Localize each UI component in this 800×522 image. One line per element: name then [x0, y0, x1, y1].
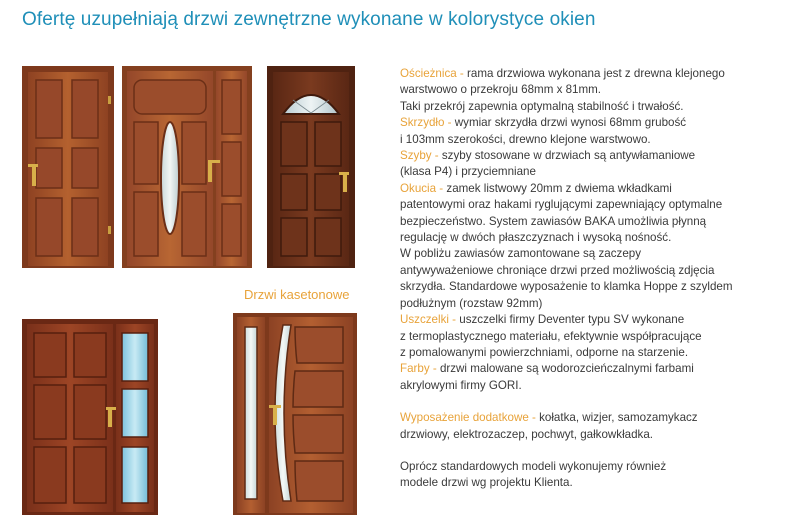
spec-section [400, 148, 796, 181]
spec-section [400, 66, 796, 115]
door-curved-glass-image [233, 313, 357, 515]
spec-line: uszczelki firmy Deventer typu SV wykonane [456, 313, 685, 327]
spec-line: akrylowymi firmy GORI. [400, 378, 522, 392]
spec-label: Uszczelki - [400, 313, 457, 327]
description-text [400, 66, 796, 492]
spec-line: patentowymi oraz hakami ryglującymi zapewniający optymalne [400, 198, 723, 212]
spec-line: Taki przekrój zapewnia optymalną stabilność i trwałość. [400, 99, 684, 113]
spec-line: zamek listwowy 20mm z dwiema wkładkami [443, 181, 672, 195]
spec-line: antywyważeniowe chroniące drzwi przed możliwością zdjęcia [400, 263, 715, 277]
spec-line: podłużnym (rozstaw 92mm) [400, 296, 543, 310]
spec-line: szyby stosowane w drzwiach są antywłamaniowe [438, 149, 696, 163]
spec-sections [400, 66, 796, 394]
spec-label: Ościeżnica - [400, 67, 464, 80]
spec-label: Farby - [400, 362, 437, 376]
spec-line: regulację w dwóch płaszczyznach i wysoką nośność. [400, 231, 672, 245]
spec-line: z termoplastycznego materiału, efektywnie współpracujące [400, 329, 702, 343]
spec-line: skrzydła. Standardowe wyposażenie to klamka Hoppe z szyldem [400, 280, 733, 294]
spec-label: Szyby - [400, 149, 439, 163]
spec-line: z pomalowanymi powierzchniami, odporne na starzenie. [400, 345, 689, 359]
door-caption: Drzwi kasetonowe [244, 287, 350, 302]
extras-section [400, 410, 796, 443]
spec-line: i 103mm szerokości, drewno klejone warstwowo. [400, 132, 651, 146]
extras-line: drzwiowy, elektrozaczep, pochwyt, gałkowkładka. [400, 427, 654, 441]
closing-text: Oprócz standardowych modeli wykonujemy również modele drzwi wg projektu Klienta. [400, 459, 667, 490]
spec-label: Skrzydło - [400, 116, 452, 130]
spec-section [400, 115, 796, 148]
extras-label: Wyposażenie dodatkowe - [400, 411, 536, 425]
spec-line: wymiar skrzydła drzwi wynosi 68mm grubość [451, 116, 687, 130]
spec-line: (klasa P4) i przyciemniane [400, 165, 536, 179]
spec-line: W pobliżu zawiasów zamontowane są zaczepy [400, 247, 642, 261]
spec-line: bezpieczeństwo. System zawiasów BAKA umożliwia płynną [400, 214, 707, 228]
spec-line: drzwi malowane są wodorozcieńczalnymi farbami [436, 362, 694, 376]
door-with-sidelight-image [22, 319, 158, 515]
spec-section [400, 361, 796, 394]
page-title: Ofertę uzupełniają drzwi zewnętrzne wykonane w kolorystyce okien [22, 9, 596, 30]
spec-label: Okucia - [400, 181, 444, 195]
spec-section [400, 312, 796, 361]
door-6-panel-image [22, 66, 114, 268]
door-arch-glass-image [267, 66, 355, 268]
spec-line: rama drzwiowa wykonana jest z drewna klejonego [463, 67, 725, 80]
door-double-oval-glass-image [122, 66, 252, 268]
spec-line: warstwowo o przekroju 68mm x 81mm. [400, 83, 602, 97]
spec-section [400, 181, 796, 312]
extras-line: kołatka, wizjer, samozamykacz [535, 411, 698, 425]
